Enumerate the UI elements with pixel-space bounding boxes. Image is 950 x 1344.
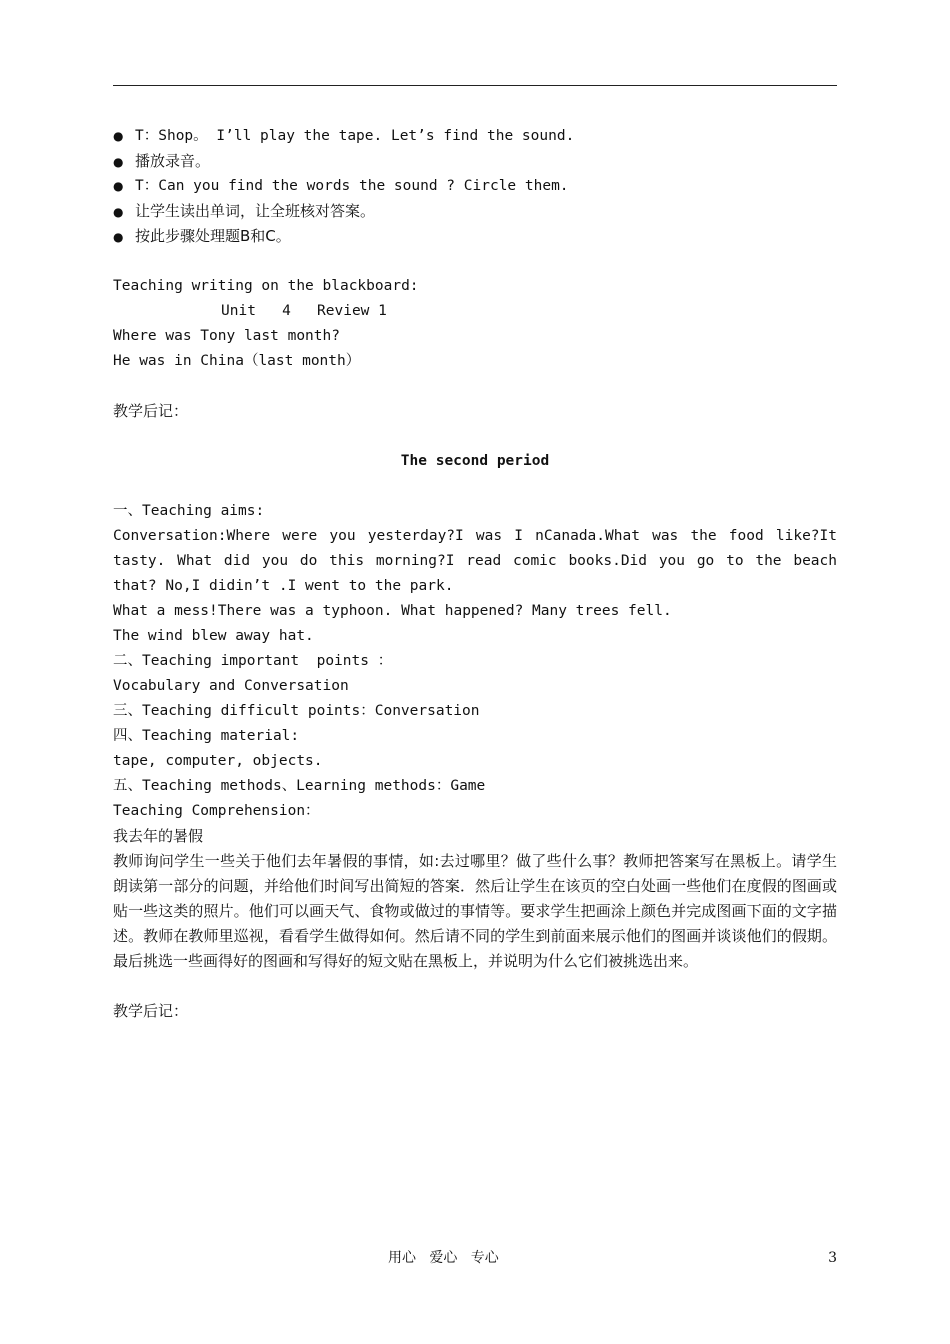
- bullet-text: 按此步骤处理题B和C。: [135, 227, 291, 245]
- conversation-line: tasty. What did you do this morning?I read comic books.Did you go to the beach: [113, 553, 837, 569]
- bullet-dot-icon: ●: [113, 230, 124, 244]
- bullet-text: T：Shop。 I’ll play the tape. Let’s find the sound.: [135, 128, 575, 144]
- bullet-item: [113, 149, 837, 174]
- important-content: Vocabulary and Conversation: [113, 678, 349, 694]
- period-title: The second period: [400, 453, 550, 469]
- footer-motto: 用心 爱心 专心: [388, 1250, 499, 1266]
- conversation-line: Conversation:Where were you yesterday?I was I nCanada.What was the food like?It: [113, 528, 837, 544]
- postscript-label: 教学后记：: [113, 402, 189, 420]
- blackboard-unit-line: Unit 4 Review 1: [221, 303, 387, 319]
- bullet-text: 让学生读出单词，让全班核对答案。: [135, 202, 376, 220]
- blackboard-answer: He was in China（last month）: [113, 353, 361, 369]
- important-heading: 二、Teaching important points ：: [113, 653, 393, 669]
- page-footer: [0, 1248, 950, 1268]
- bullet-dot-icon: ●: [113, 129, 124, 143]
- bullet-item: [113, 199, 837, 224]
- bullet-text: 播放录音。: [135, 152, 211, 170]
- bullet-item: [113, 224, 837, 249]
- bullet-item: [113, 174, 837, 199]
- conversation-line: What a mess!There was a typhoon. What happened? Many trees fell.: [113, 603, 672, 619]
- bullet-text: T：Can you find the words the sound ? Circle them.: [135, 178, 569, 194]
- difficult-points: 三、Teaching difficult points：Conversation: [113, 703, 480, 719]
- methods-line: 五、Teaching methods、Learning methods：Game: [113, 778, 486, 794]
- bullet-dot-icon: ●: [113, 205, 124, 219]
- conversation-line: The wind blew away hat.: [113, 628, 314, 644]
- comprehension-subtitle: 我去年的暑假: [113, 827, 204, 845]
- bullet-dot-icon: ●: [113, 155, 124, 169]
- bullet-item: [113, 124, 837, 149]
- material-content: tape, computer, objects.: [113, 753, 323, 769]
- blackboard-question: Where was Tony last month?: [113, 328, 340, 344]
- comprehension-paragraph: 教师询问学生一些关于他们去年暑假的事情，如:去过哪里？做了些什么事？教师把答案写在黑板上。请学生朗读第一部分的问题，并给他们时间写出简短的答案．然后让学生在该页的空白处画一些他们在度假的图画或贴一些这类的照片。他们可以画天气、食物或做过的事情等。要求学生把画涂上颜色并完成图画下面的文字描述。教师在教师里巡视，看看学生做得如何。然后请不同的学生到前面来展示他们的图画并谈谈他们的假期。最后挑选一些画得好的图画和写得好的短文贴在黑板上，并说明为什么它们被挑选出来。: [113, 852, 837, 970]
- postscript-label: 教学后记：: [113, 1002, 189, 1020]
- conversation-line: that? No,I didin’t .I went to the park.: [113, 578, 454, 594]
- page-body: [113, 124, 837, 1024]
- page-number: 3: [828, 1250, 837, 1266]
- material-heading: 四、Teaching material:: [113, 728, 300, 744]
- comprehension-heading: Teaching Comprehension：: [113, 803, 320, 819]
- blackboard-heading: Teaching writing on the blackboard:: [113, 278, 419, 294]
- bullet-dot-icon: ●: [113, 179, 124, 193]
- aims-heading: 一、Teaching aims:: [113, 503, 265, 519]
- header-rule: [113, 85, 837, 86]
